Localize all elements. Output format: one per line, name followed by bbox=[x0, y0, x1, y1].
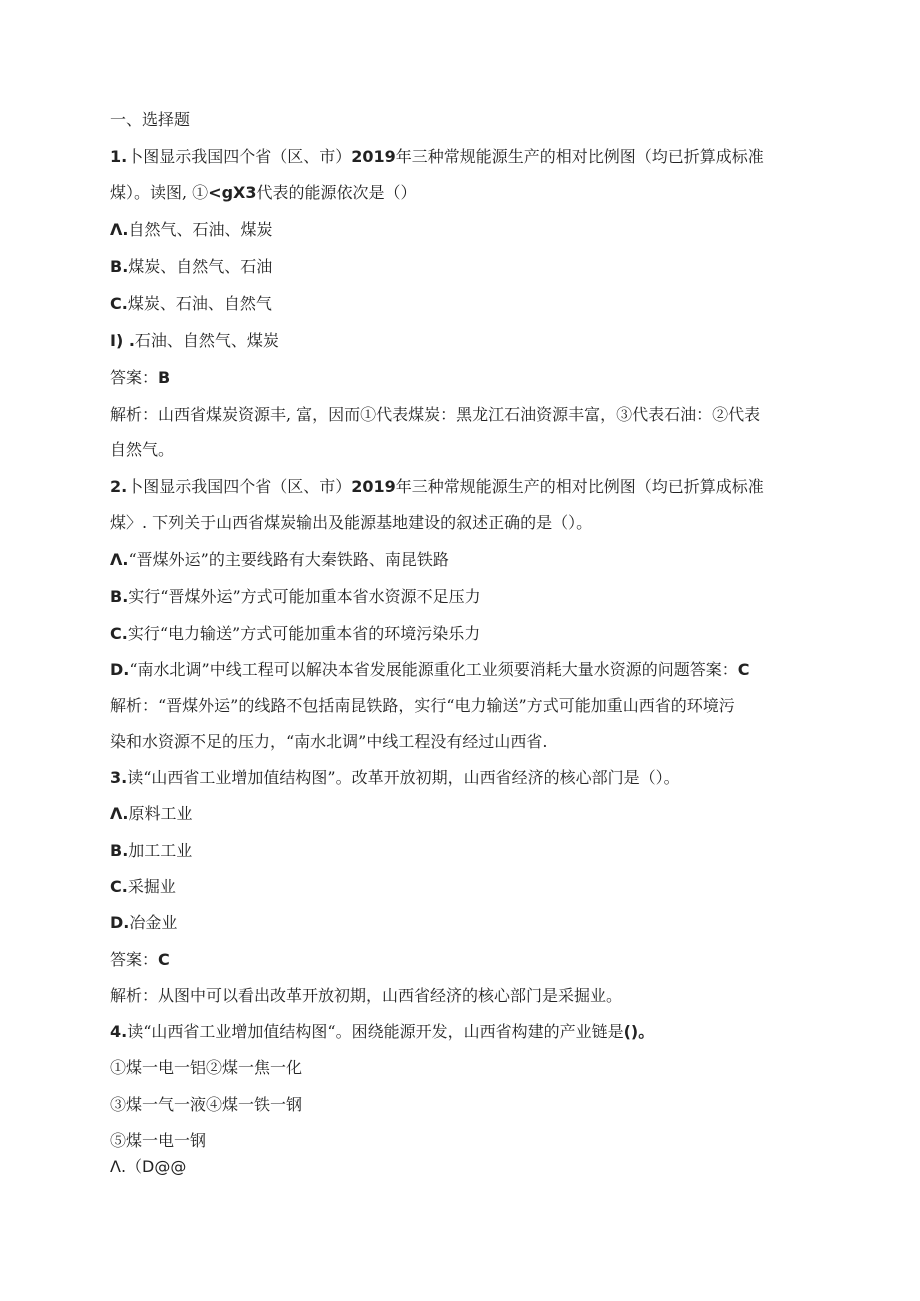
question-2-stem-line1 bbox=[110, 477, 764, 497]
question-1-stem-line1 bbox=[110, 147, 764, 167]
question-1-stem-rest: 年三种常规能源生产的相对比例图（均已折算成标准 bbox=[395, 147, 764, 166]
question-1-stem-line2 bbox=[110, 183, 417, 203]
question-2-option-d bbox=[110, 660, 749, 680]
question-4-item-3: ⑤煤一电一钢 bbox=[110, 1131, 207, 1150]
option-letter: C. bbox=[110, 294, 128, 313]
option-text: 石油、自然气、煤炭 bbox=[134, 331, 279, 350]
question-2-option-a bbox=[110, 550, 449, 570]
question-1-analysis-line2: 自然气。 bbox=[110, 440, 175, 459]
option-text: 实行“电力输送”方式可能加重本省的环境污染乐力 bbox=[127, 624, 481, 643]
question-4-item-2: ③煤一气一液④煤一铁一钢 bbox=[110, 1095, 303, 1114]
option-text: 采掘业 bbox=[127, 877, 176, 896]
section-title: 一、选择题 bbox=[110, 110, 191, 129]
option-text: “南水北调”中线工程可以解决本省发展能源重化工业须要消耗大量水资源的问题答案： bbox=[129, 660, 738, 679]
question-2-stem-rest: 年三种常规能源生产的相对比例图（均已折算成标准 bbox=[395, 477, 764, 496]
question-4-stem-end: ()。 bbox=[623, 1022, 655, 1041]
question-4-item-1: ①煤一电一铝②煤一焦一化 bbox=[110, 1058, 303, 1077]
option-letter: D. bbox=[110, 913, 130, 932]
question-3-option-d bbox=[110, 913, 177, 933]
question-3-number: 3. bbox=[110, 768, 128, 787]
option-text: 自然气、石油、煤炭 bbox=[128, 220, 273, 239]
question-1-answer bbox=[110, 368, 170, 388]
question-1-number: 1. bbox=[110, 147, 128, 166]
question-2-option-c bbox=[110, 624, 480, 644]
option-text: 煤炭、石油、自然气 bbox=[127, 294, 272, 313]
option-letter: D. bbox=[110, 660, 130, 679]
question-3-analysis: 解析：从图中可以看出改革开放初期，山西省经济的核心部门是采掘业。 bbox=[110, 986, 623, 1005]
question-1-stem-line2-b: 代表的能源依次是（） bbox=[256, 183, 417, 202]
question-3-answer bbox=[110, 950, 170, 970]
question-1-option-d bbox=[110, 331, 279, 351]
question-4-option-a: Λ.（D@@ bbox=[110, 1157, 187, 1176]
answer-label: 答案： bbox=[110, 950, 159, 969]
question-1-option-a bbox=[110, 220, 272, 240]
question-2-analysis-line2: 染和水资源不足的压力，“南水北调”中线工程没有经过山西省. bbox=[110, 732, 548, 751]
answer-label: 答案： bbox=[110, 368, 159, 387]
question-3-stem-text: 读“山西省工业增加值结构图”。改革开放初期，山西省经济的核心部门是（）。 bbox=[127, 768, 680, 787]
option-letter: B. bbox=[110, 257, 129, 276]
question-1-option-c bbox=[110, 294, 272, 314]
option-text: 加工工业 bbox=[128, 841, 193, 860]
question-1-stem-line2-a: 煤）。读图, ① bbox=[110, 183, 209, 202]
option-letter: I) . bbox=[110, 331, 135, 350]
question-2-option-b bbox=[110, 587, 481, 607]
option-letter: Λ. bbox=[110, 550, 129, 569]
answer-value: B bbox=[158, 368, 171, 387]
question-2-number: 2. bbox=[110, 477, 128, 496]
question-3-stem bbox=[110, 768, 680, 788]
question-1-option-b bbox=[110, 257, 272, 277]
option-text: 冶金业 bbox=[129, 913, 178, 932]
option-text: 煤炭、自然气、石油 bbox=[128, 257, 273, 276]
option-text: 原料工业 bbox=[128, 804, 193, 823]
question-1-analysis-line1: 解析：山西省煤炭资源丰, 富，因而①代表煤炭：黑龙江石油资源丰富，③代表石油：②代表 bbox=[110, 405, 761, 424]
answer-value: C bbox=[737, 660, 750, 679]
question-4-number: 4. bbox=[110, 1022, 128, 1041]
option-letter: Λ. bbox=[110, 220, 129, 239]
question-1-stem-text: 卜图显示我国四个省（区、市） bbox=[127, 147, 352, 166]
answer-value: C bbox=[158, 950, 170, 969]
question-4-stem bbox=[110, 1022, 654, 1042]
option-letter: B. bbox=[110, 587, 129, 606]
question-1-year: 2019 bbox=[351, 147, 396, 166]
question-2-stem-text: 卜图显示我国四个省（区、市） bbox=[127, 477, 352, 496]
question-3-option-b bbox=[110, 841, 192, 861]
question-3-option-a bbox=[110, 804, 192, 824]
question-2-analysis-line1: 解析：“晋煤外运”的线路不包括南昆铁路，实行“电力输送”方式可能加重山西省的环境污 bbox=[110, 696, 735, 715]
option-letter: C. bbox=[110, 624, 128, 643]
question-4-stem-text: 读“山西省工业增加值结构图“。困绕能源开发，山西省构建的产业链是 bbox=[127, 1022, 624, 1041]
question-3-option-c bbox=[110, 877, 176, 897]
question-1-stem-code: <gX3 bbox=[208, 183, 257, 202]
question-2-stem-line2: 煤〉. 下列关于山西省煤炭输出及能源基地建设的叙述正确的是（）。 bbox=[110, 513, 593, 532]
option-letter: B. bbox=[110, 841, 129, 860]
question-2-year: 2019 bbox=[351, 477, 396, 496]
option-letter: Λ. bbox=[110, 804, 129, 823]
option-text: 实行“晋煤外运”方式可能加重本省水资源不足压力 bbox=[128, 587, 481, 606]
option-text: “晋煤外运”的主要线路有大秦铁路、南昆铁路 bbox=[128, 550, 449, 569]
option-letter: C. bbox=[110, 877, 128, 896]
